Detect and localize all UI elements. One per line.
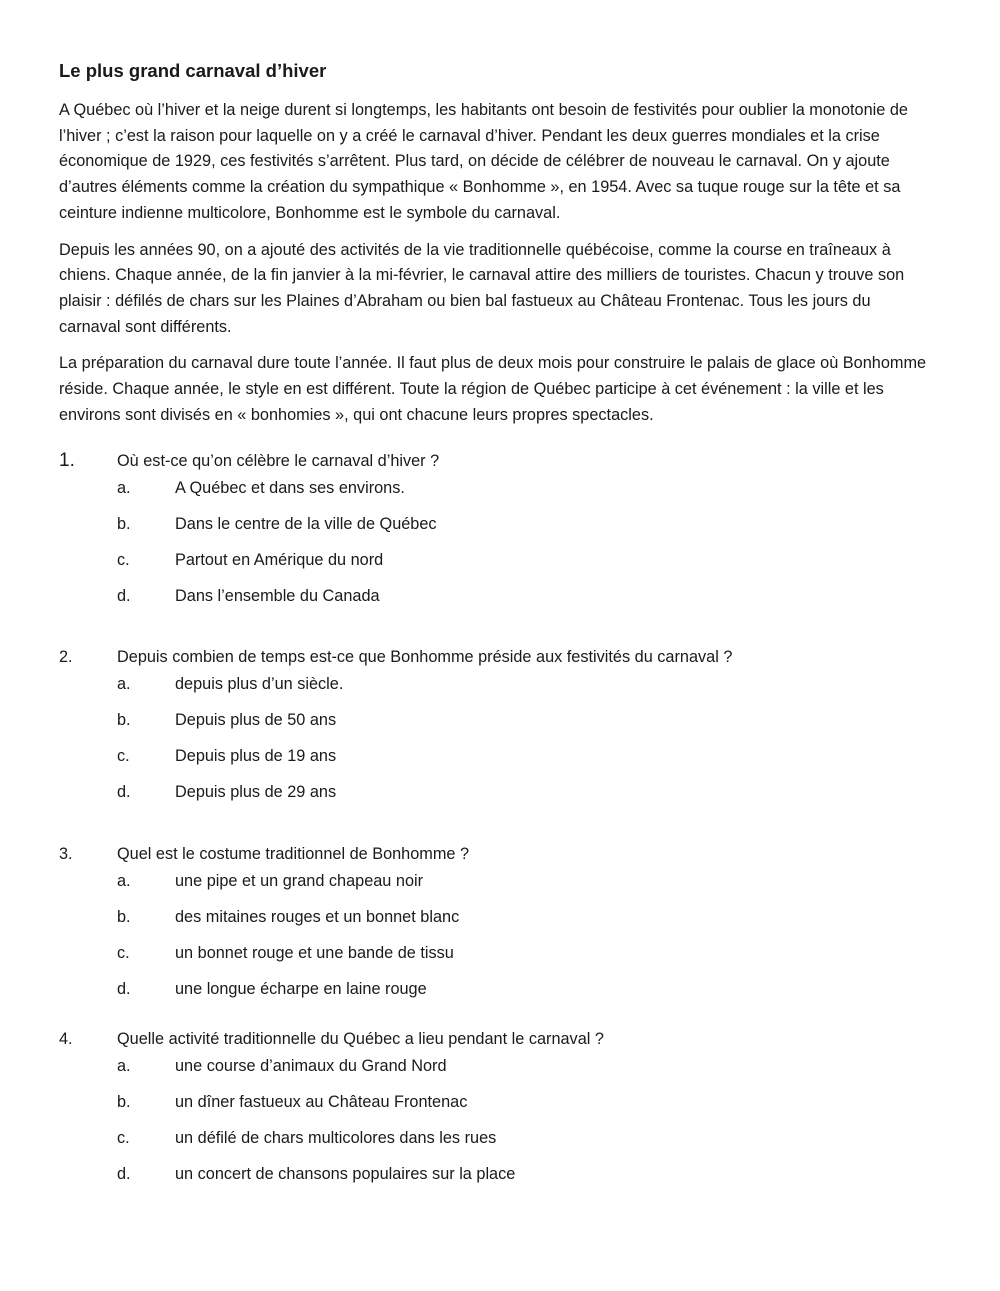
option-letter: d. — [117, 587, 131, 606]
option-letter: d. — [117, 783, 131, 802]
option-text: A Québec et dans ses environs. — [175, 479, 405, 498]
question-number: 1. — [59, 450, 75, 472]
option-letter: b. — [117, 1093, 131, 1112]
option-text: Depuis plus de 29 ans — [175, 783, 337, 802]
option-letter: d. — [117, 980, 131, 999]
option-text: Partout en Amérique du nord — [175, 551, 384, 570]
option-c[interactable] — [59, 942, 929, 964]
paragraph-2: Depuis les années 90, on a ajouté des activités de la vie traditionnelle québécoise, comme la course en traîneaux à chiens. Chaque année, de la fin janvier à la mi-février, le carnaval attire des milliers de touristes. Chacun y trouve son plaisir : défilés de chars sur les Plaines d’Abraham ou bien bal fastueux au Château Frontenac. Tous les jours du carnaval sont différents. — [59, 240, 905, 336]
option-c[interactable] — [59, 549, 929, 571]
option-letter: c. — [117, 1129, 130, 1148]
option-d[interactable] — [59, 1163, 929, 1185]
page-title: Le plus grand carnaval d’hiver — [59, 60, 327, 81]
option-text: Depuis plus de 50 ans — [175, 711, 337, 730]
option-a[interactable] — [59, 870, 929, 892]
question-text: Quel est le costume traditionnel de Bonhomme ? — [117, 845, 470, 864]
question-list — [59, 450, 929, 1185]
worksheet-page — [59, 58, 929, 1185]
option-letter: c. — [117, 747, 130, 766]
option-b[interactable] — [59, 709, 929, 731]
option-text: une pipe et un grand chapeau noir — [175, 872, 424, 891]
option-text: des mitaines rouges et un bonnet blanc — [175, 908, 460, 927]
option-text: une course d’animaux du Grand Nord — [175, 1057, 447, 1076]
option-text: un concert de chansons populaires sur la place — [175, 1165, 516, 1184]
question-number: 3. — [59, 845, 73, 864]
paragraph-3: La préparation du carnaval dure toute l’année. Il faut plus de deux mois pour construire le palais de glace où Bonhomme réside. Chaque année, le style en est différent. Toute la région de Québec participe à cet événement : la ville et les environs sont divisés en « bonhomies », qui ont chacune leurs propres spectacles. — [59, 354, 927, 424]
option-text: un dîner fastueux au Château Frontenac — [175, 1093, 468, 1112]
option-text: un bonnet rouge et une bande de tissu — [175, 944, 454, 963]
option-b[interactable] — [59, 513, 929, 535]
option-text: Dans l’ensemble du Canada — [175, 587, 380, 606]
paragraph-1: A Québec où l’hiver et la neige durent si longtemps, les habitants ont besoin de festivités pour oublier la monotonie de l’hiver ; c’est la raison pour laquelle on y a créé le carnaval d’hiver. Pendant les deux guerres mondiales et la crise économique de 1929, ces festivités s’arrêtent. Plus tard, on décide de célébrer de nouveau le carnaval. On y ajoute d’autres éléments comme la création du sympathique « Bonhomme », en 1954. Avec sa tuque rouge sur la tête et sa ceinture indienne multicolore, Bonhomme est le symbole du carnaval. — [59, 101, 908, 222]
option-a[interactable] — [59, 477, 929, 499]
question-1 — [59, 450, 929, 607]
question-text: Quelle activité traditionnelle du Québec a lieu pendant le carnaval ? — [117, 1030, 604, 1049]
option-letter: b. — [117, 908, 131, 927]
option-letter: b. — [117, 711, 131, 730]
option-letter: a. — [117, 1057, 131, 1076]
question-number: 4. — [59, 1030, 73, 1049]
option-text: depuis plus d’un siècle. — [175, 675, 344, 694]
option-letter: a. — [117, 872, 131, 891]
option-d[interactable] — [59, 585, 929, 607]
option-c[interactable] — [59, 1127, 929, 1149]
option-list — [59, 870, 929, 1000]
question-text: Depuis combien de temps est-ce que Bonhomme préside aux festivités du carnaval ? — [117, 648, 733, 667]
option-a[interactable] — [59, 1055, 929, 1077]
option-letter: b. — [117, 515, 131, 534]
question-2 — [59, 646, 929, 803]
option-text: Dans le centre de la ville de Québec — [175, 515, 437, 534]
option-letter: d. — [117, 1165, 131, 1184]
option-letter: c. — [117, 551, 130, 570]
option-d[interactable] — [59, 781, 929, 803]
option-b[interactable] — [59, 906, 929, 928]
option-a[interactable] — [59, 673, 929, 695]
option-letter: a. — [117, 479, 131, 498]
option-list — [59, 1055, 929, 1185]
question-3 — [59, 843, 929, 1000]
option-d[interactable] — [59, 978, 929, 1000]
option-text: Depuis plus de 19 ans — [175, 747, 337, 766]
option-c[interactable] — [59, 745, 929, 767]
option-list — [59, 477, 929, 607]
option-b[interactable] — [59, 1091, 929, 1113]
option-text: un défilé de chars multicolores dans les rues — [175, 1129, 497, 1148]
option-list — [59, 673, 929, 803]
question-number: 2. — [59, 648, 73, 667]
option-letter: c. — [117, 944, 130, 963]
option-letter: a. — [117, 675, 131, 694]
question-text: Où est-ce qu’on célèbre le carnaval d’hiver ? — [117, 452, 440, 471]
option-text: une longue écharpe en laine rouge — [175, 980, 427, 999]
question-4 — [59, 1028, 929, 1185]
